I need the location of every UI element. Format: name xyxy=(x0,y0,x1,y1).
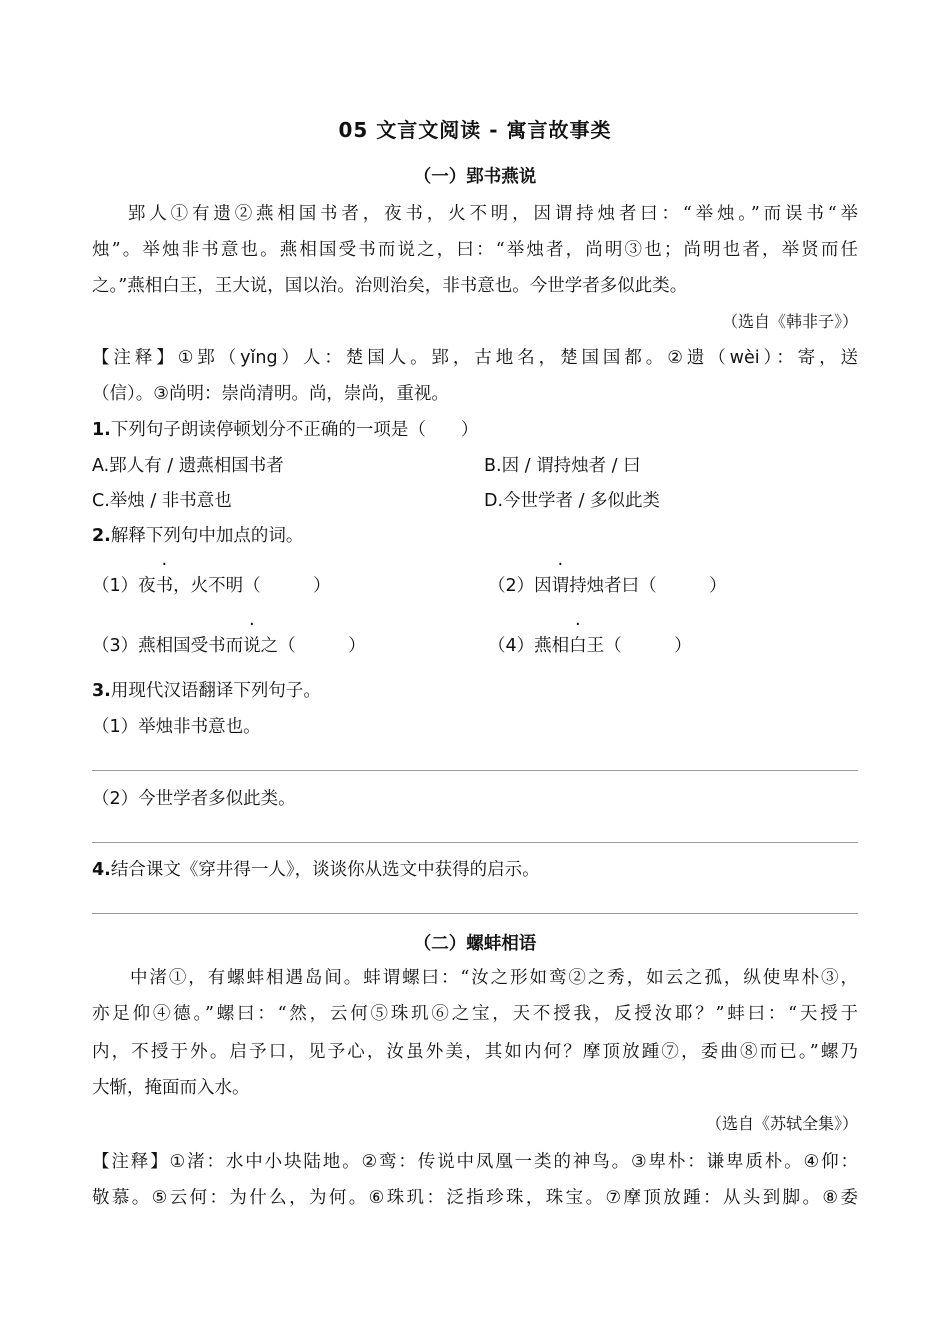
passage-line: 大惭，掩面而入水。 xyxy=(92,1078,250,1098)
page-title: 05 文言文阅读 - 寓言故事类 xyxy=(338,118,612,142)
passage-line: 亦足仰④德。”螺曰：“然，云何⑤珠玑⑥之宝，天不授我，反授汝耶？”蚌曰：“天授于 xyxy=(92,1004,858,1024)
notes-line: 【注释】①渚：水中小块陆地。②鸾：传说中凤凰一类的神鸟。③卑朴：谦卑质朴。④仰： xyxy=(92,1152,858,1172)
answer-line[interactable] xyxy=(92,913,858,914)
passage-line: 之。”燕相白王，王大说，国以治。治则治矣，非书意也。今世学者多似此类。 xyxy=(92,276,688,296)
passage-line: 烛”。举烛非书意也。燕相国受书而说之，曰：“举烛者，尚明③也；尚明也者，举贤而任 xyxy=(92,240,858,260)
passage-line: 内，不授于外。启予口，见予心，汝虽外美，其如内何？摩顶放踵⑦，委曲⑧而已。”螺乃 xyxy=(92,1042,858,1062)
source-citation: （选自《苏轼全集》） xyxy=(705,1114,858,1133)
dotted-word: 说 xyxy=(243,636,261,656)
option-b[interactable]: B.因 / 谓持烛者 / 曰 xyxy=(484,456,641,476)
question-number: 1. xyxy=(92,420,111,440)
dotted-word: 书 xyxy=(155,576,174,596)
option-c[interactable]: C.举烛 / 非书意也 xyxy=(92,491,232,511)
dotted-word: 谓 xyxy=(551,576,570,596)
question-2 xyxy=(92,524,858,548)
answer-line[interactable] xyxy=(92,842,858,843)
question-text: 结合课文《穿井得一人》，谈谈你从选文中获得的启示。 xyxy=(110,860,540,880)
question-text: 下列句子朗读停顿划分不正确的一项是（ ） xyxy=(110,420,479,440)
notes-line: 敬慕。⑤云何：为什么，为何。⑥珠玑：泛指珍珠，珠宝。⑦摩顶放踵：从头到脚。⑧委 xyxy=(92,1188,858,1208)
q3-item-1: （1）举烛非书意也。 xyxy=(92,717,261,737)
option-a[interactable]: A.郢人有 / 遗燕相国书者 xyxy=(92,456,284,476)
section-heading: （二）螺蚌相语 xyxy=(413,934,537,954)
question-3 xyxy=(92,679,858,703)
q2-item-3: （3）燕相国受书而说之（ ） xyxy=(92,636,366,656)
passage-line: 郢人①有遗②燕相国书者，夜书，火不明，因谓持烛者曰：“举烛。”而误书“举 xyxy=(128,204,858,224)
source-citation: （选自《韩非子》） xyxy=(721,312,858,331)
answer-line[interactable] xyxy=(92,770,858,771)
question-number: 2. xyxy=(92,526,111,546)
notes-line: （信）。③尚明：崇尚清明。尚，崇尚，重视。 xyxy=(92,384,449,404)
q2-item-4: （4）燕相白王（ ） xyxy=(488,636,692,656)
question-4 xyxy=(92,858,858,882)
passage-line: 中渚①，有螺蚌相遇岛间。蚌谓螺曰：“汝之形如鸾②之秀，如云之孤，纵使卑朴③， xyxy=(130,968,858,988)
question-number: 3. xyxy=(92,681,111,701)
section-heading: （一）郢书燕说 xyxy=(413,167,537,187)
question-text: 用现代汉语翻译下列句子。 xyxy=(110,681,321,701)
q2-item-2: （2）因谓持烛者曰（ ） xyxy=(488,576,727,596)
question-1 xyxy=(92,418,858,442)
question-number: 4. xyxy=(92,860,111,880)
option-d[interactable]: D.今世学者 / 多似此类 xyxy=(484,491,661,511)
question-text: 解释下列句中加点的词。 xyxy=(110,526,304,546)
notes-line: 【注释】①郢（yǐng）人：楚国人。郢，古地名，楚国国都。②遗（wèi）：寄，送 xyxy=(92,348,858,368)
q2-item-1: （1）夜书，火不明（ ） xyxy=(92,576,331,596)
q3-item-2: （2）今世学者多似此类。 xyxy=(92,789,296,809)
dotted-word: 白 xyxy=(569,636,587,656)
